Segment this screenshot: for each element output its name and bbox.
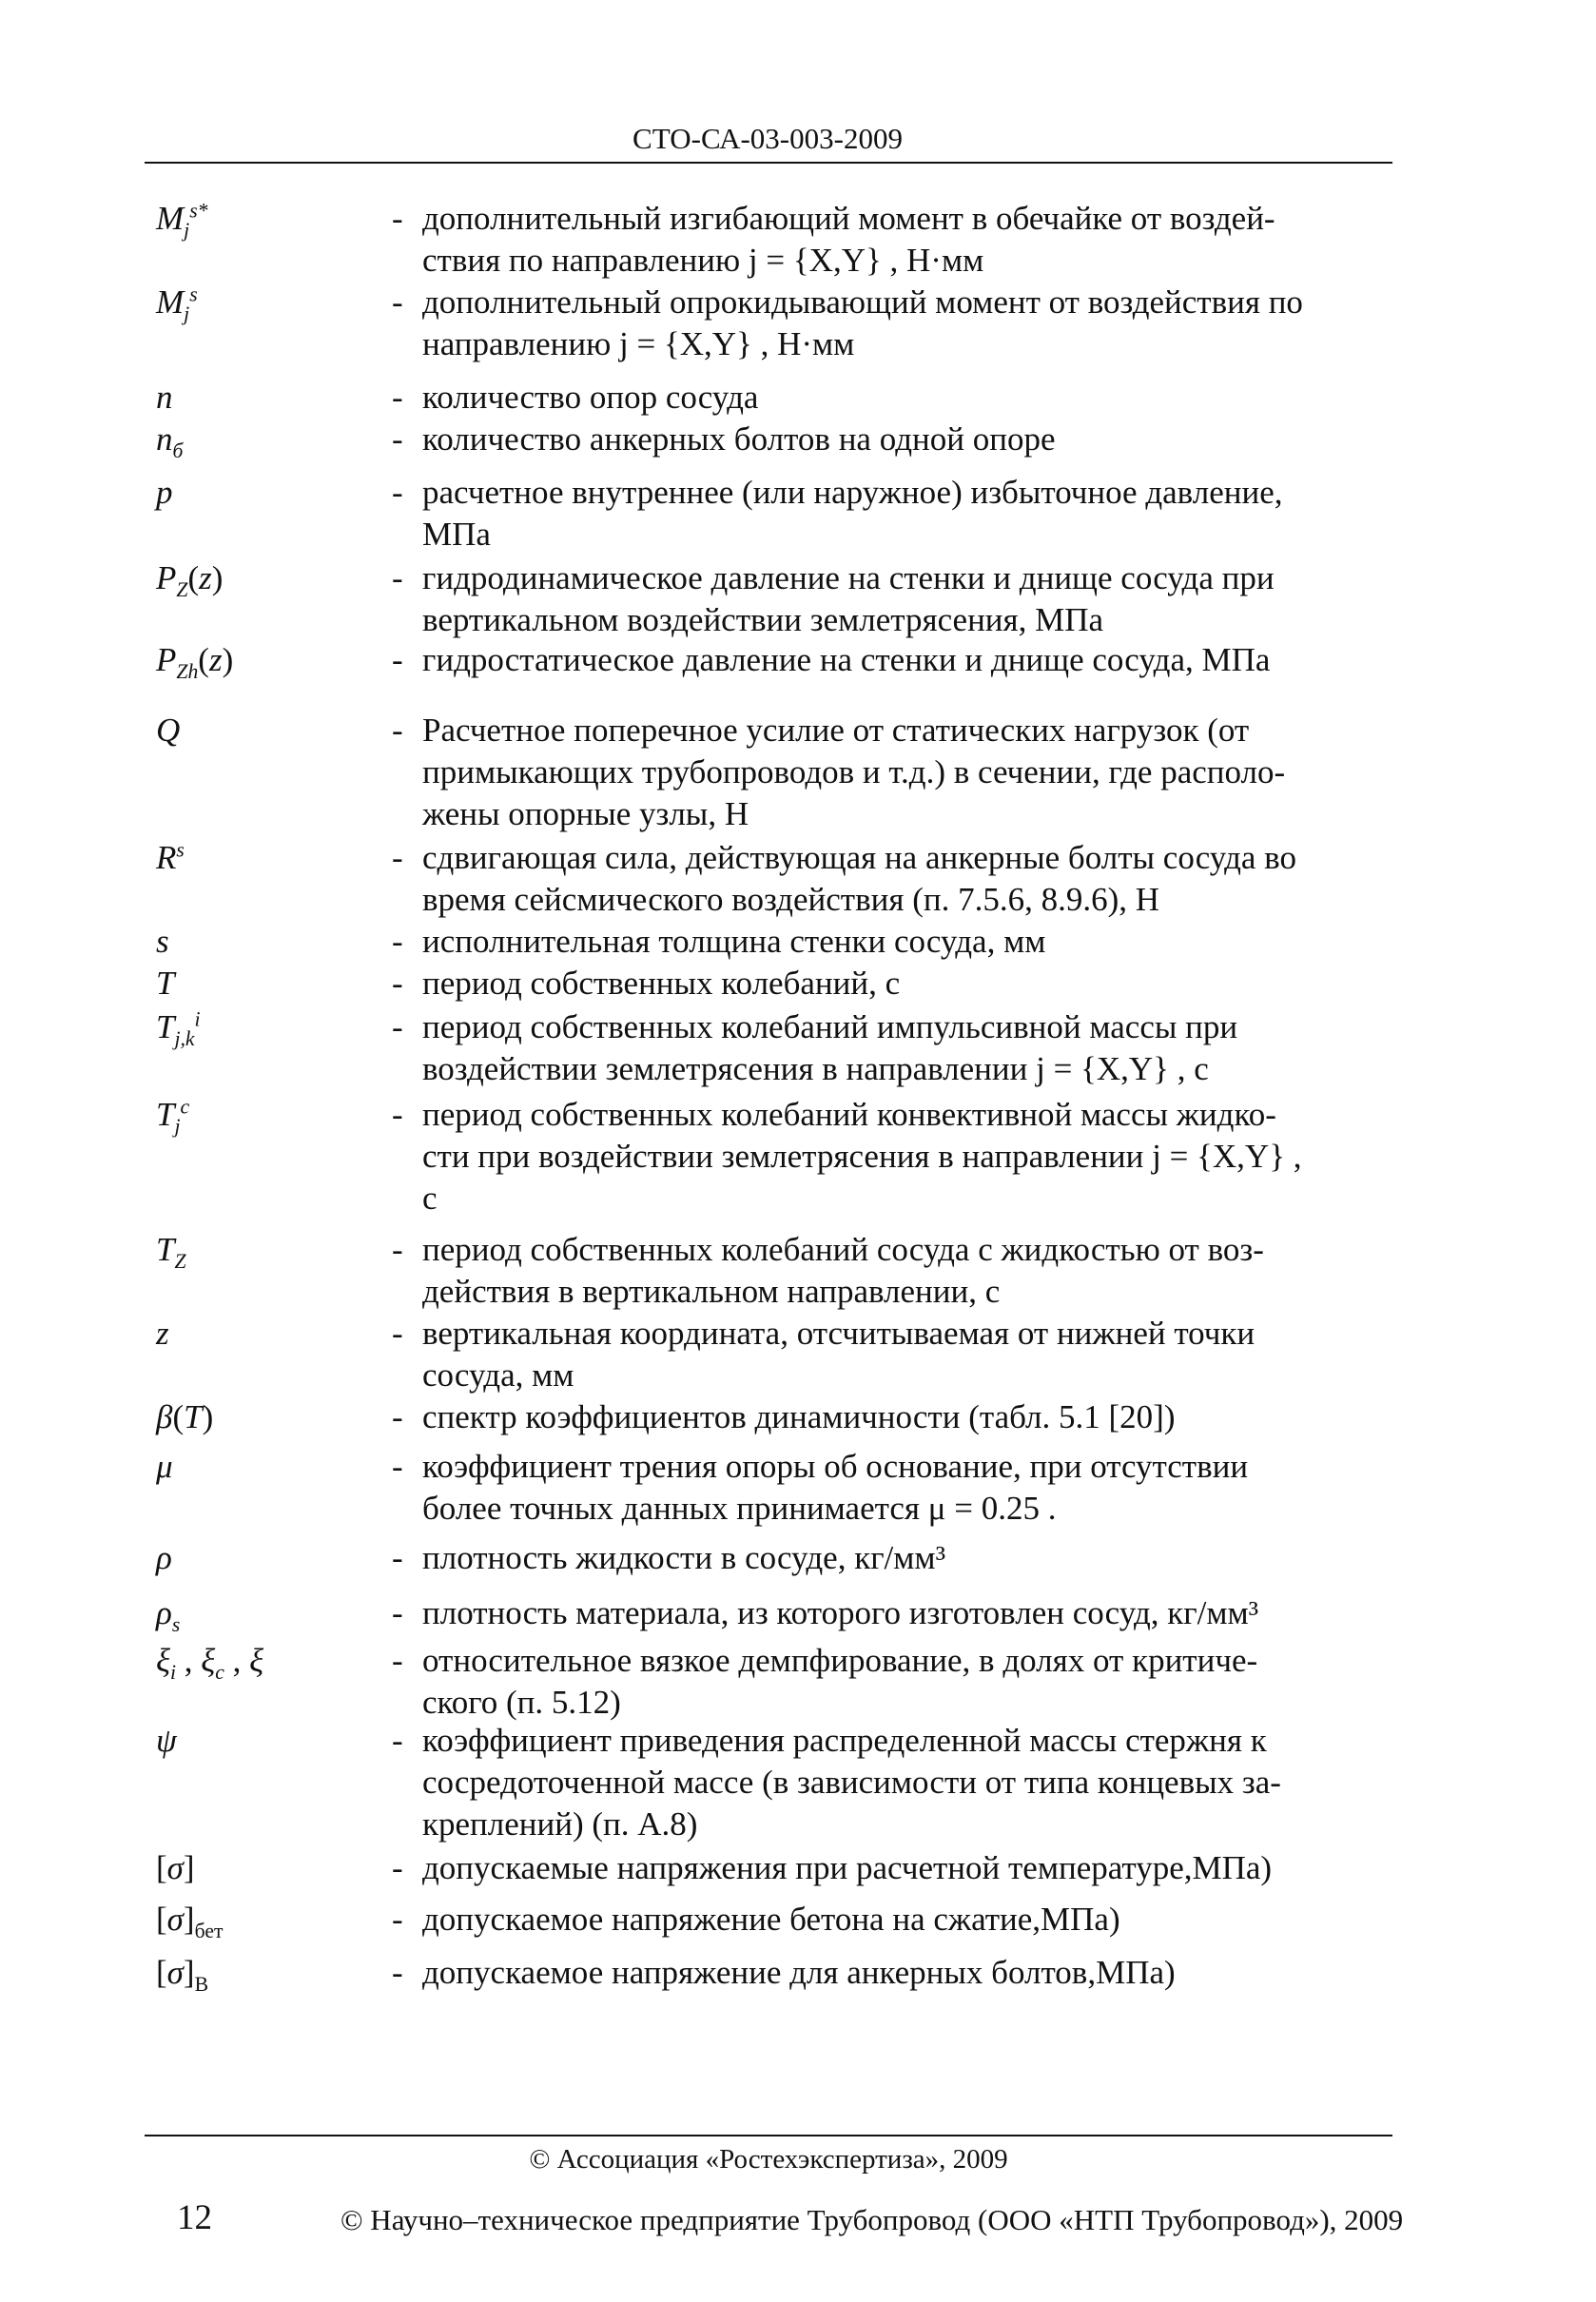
description-line: сосредоточенной массе (в зависимости от типа концевых за-	[422, 1764, 1281, 1801]
symbol-mu: μ	[156, 1448, 173, 1485]
description-line: с	[422, 1180, 438, 1217]
dash: -	[392, 1849, 403, 1886]
symbol-R-s: $R^s$	[156, 838, 185, 876]
description-line: дополнительный изгибающий момент в обечайке от воздей-	[422, 200, 1275, 237]
symbol-n: n	[156, 379, 173, 416]
symbol-description	[422, 1006, 1411, 1090]
symbol-description	[422, 921, 1411, 963]
description-line: воздействии землетрясения в направлении j = {X,Y} , с	[422, 1050, 1209, 1087]
dash: -	[392, 1642, 403, 1679]
description-line: относительное вязкое демпфирование, в долях от критиче-	[422, 1642, 1258, 1679]
page-number: 12	[177, 2198, 212, 2237]
symbol-rho: ρ	[156, 1539, 172, 1576]
description-line: расчетное внутреннее (или наружное) избыточное давление,	[422, 474, 1283, 511]
symbol-description	[422, 1537, 1411, 1579]
description-line: спектр коэффициентов динамичности (табл. 5.1 [20])	[422, 1398, 1176, 1435]
description-line: примыкающих трубопроводов и т.д.) в сечении, где располо-	[422, 753, 1286, 790]
symbol-description	[422, 837, 1411, 921]
symbol-z: z	[156, 1315, 169, 1352]
dash: -	[392, 1594, 403, 1631]
dash: -	[392, 1448, 403, 1485]
dash: -	[392, 965, 403, 1002]
dash: -	[392, 1722, 403, 1759]
description-line: действия в вертикальном направлении, с	[422, 1273, 1001, 1310]
description-line: период собственных колебаний импульсивной массы при	[422, 1008, 1238, 1045]
dash: -	[392, 1008, 403, 1045]
description-line: допускаемое напряжение для анкерных болтов,МПа)	[422, 1954, 1176, 1991]
description-line: плотность жидкости в сосуде, кг/мм³	[422, 1539, 946, 1576]
description-line: креплений) (п. А.8)	[422, 1805, 698, 1843]
description-line: более точных данных принимается μ = 0.25 .	[422, 1490, 1057, 1527]
symbol-beta-T: β(T)	[156, 1398, 214, 1435]
dash: -	[392, 474, 403, 511]
description-line: сосуда, мм	[422, 1356, 574, 1394]
symbol-xi: $\xi_i$ , $\xi_c$ , ξ	[156, 1642, 264, 1684]
description-line: вертикальном воздействии землетрясения, МПа	[422, 601, 1104, 638]
dash: -	[392, 283, 403, 321]
description-line: коэффициент приведения распределенной массы стержня к	[422, 1722, 1267, 1759]
symbol-rho-s: $\rho_s$	[156, 1594, 181, 1636]
symbol-M-j-s-star: $M_j^{s*}$	[156, 199, 208, 242]
description-line: гидростатическое давление на стенки и днище сосуда, МПа	[422, 641, 1271, 678]
description-line: время сейсмического воздействия (п. 7.5.6, 8.9.6), Н	[422, 881, 1160, 918]
symbol-description	[422, 1720, 1411, 1845]
symbol-M-j-s: $M_j^s$	[156, 283, 198, 325]
footer-rule	[145, 2135, 1392, 2136]
description-line: исполнительная толщина стенки сосуда, мм	[422, 923, 1046, 960]
dash: -	[392, 1398, 403, 1435]
symbol-n-b: $n_б$	[156, 420, 184, 462]
symbol-description	[422, 1313, 1411, 1396]
dash: -	[392, 1096, 403, 1133]
symbol-description	[422, 1446, 1411, 1530]
dash: -	[392, 420, 403, 458]
description-line: ствия по направлению j = {X,Y} , Н·мм	[422, 242, 984, 279]
dash: -	[392, 559, 403, 596]
dash: -	[392, 712, 403, 749]
symbol-sigma-bet: $[\sigma]_{бет}$	[156, 1901, 224, 1942]
description-line: жены опорные узлы, Н	[422, 795, 749, 832]
description-line: сти при воздействии землетрясения в направлении j = {X,Y} ,	[422, 1138, 1302, 1175]
dash: -	[392, 923, 403, 960]
symbol-T-j-c: $T_j^c$	[156, 1095, 190, 1138]
symbol-p: p	[156, 474, 173, 511]
symbol-sigma-B: $[\sigma]_B$	[156, 1954, 209, 1996]
symbol-description	[422, 377, 1411, 419]
symbol-description	[422, 282, 1411, 365]
symbol-description	[422, 1396, 1411, 1438]
description-line: период собственных колебаний, с	[422, 965, 901, 1002]
description-line: сдвигающая сила, действующая на анкерные болты сосуда во	[422, 839, 1296, 876]
symbol-description	[422, 1229, 1411, 1313]
footer-ntp-copyright: © Научно–техническое предприятие Трубопровод (ООО «НТП Трубопровод»), 2009	[341, 2203, 1404, 2236]
symbol-T-jk-i: $T_{j,k}^i$	[156, 1007, 201, 1050]
description-line: вертикальная координата, отсчитываемая от нижней точки	[422, 1315, 1255, 1352]
footer-association-copyright: © Ассоциация «Ростехэкспертиза», 2009	[529, 2144, 1008, 2175]
dash: -	[392, 641, 403, 678]
dash: -	[392, 1954, 403, 1991]
symbol-description	[422, 1640, 1411, 1724]
description-line: гидродинамическое давление на стенки и днище сосуда при	[422, 559, 1275, 596]
description-line: количество опор сосуда	[422, 379, 759, 416]
symbol-s: s	[156, 923, 169, 960]
symbol-description	[422, 1952, 1411, 1994]
dash: -	[392, 379, 403, 416]
description-line: МПа	[422, 516, 491, 553]
symbol-description	[422, 472, 1411, 556]
symbol-description	[422, 1899, 1411, 1941]
document-code: СТО-СА-03-003-2009	[633, 122, 903, 155]
dash: -	[392, 1901, 403, 1938]
symbol-psi: ψ	[156, 1722, 177, 1759]
symbol-description	[422, 419, 1411, 460]
description-line: допускаемые напряжения при расчетной температуре,МПа)	[422, 1849, 1273, 1886]
symbol-P-Z-z: $P_Z(z)$	[156, 559, 224, 601]
symbol-sigma: [σ]	[156, 1849, 195, 1886]
description-line: количество анкерных болтов на одной опоре	[422, 420, 1056, 458]
symbol-description	[422, 1592, 1411, 1634]
dash: -	[392, 1539, 403, 1576]
symbol-Q: Q	[156, 712, 181, 749]
description-line: ского (п. 5.12)	[422, 1684, 621, 1721]
symbol-description	[422, 963, 1411, 1005]
symbol-description	[422, 639, 1411, 681]
symbol-description	[422, 1094, 1411, 1219]
dash: -	[392, 839, 403, 876]
description-line: направлению j = {X,Y} , Н·мм	[422, 325, 855, 362]
dash: -	[392, 1231, 403, 1268]
description-line: период собственных колебаний сосуда с жидкостью от воз-	[422, 1231, 1264, 1268]
description-line: Расчетное поперечное усилие от статических нагрузок (от	[422, 712, 1250, 749]
description-line: допускаемое напряжение бетона на сжатие,МПа)	[422, 1901, 1120, 1938]
symbol-description	[422, 1847, 1411, 1889]
symbol-description	[422, 198, 1411, 282]
dash: -	[392, 1315, 403, 1352]
symbol-P-Zh-z: $P_{Zh}(z)$	[156, 641, 234, 683]
description-line: плотность материала, из которого изготовлен сосуд, кг/мм³	[422, 1594, 1259, 1631]
description-line: коэффициент трения опоры об основание, при отсутствии	[422, 1448, 1249, 1485]
description-line: дополнительный опрокидывающий момент от воздействия по	[422, 283, 1303, 321]
description-line: период собственных колебаний конвективной массы жидко-	[422, 1096, 1276, 1133]
symbol-description	[422, 710, 1411, 835]
symbol-T: T	[156, 965, 175, 1002]
symbol-description	[422, 557, 1411, 641]
dash: -	[392, 200, 403, 237]
symbol-T-Z: $T_Z$	[156, 1231, 186, 1273]
